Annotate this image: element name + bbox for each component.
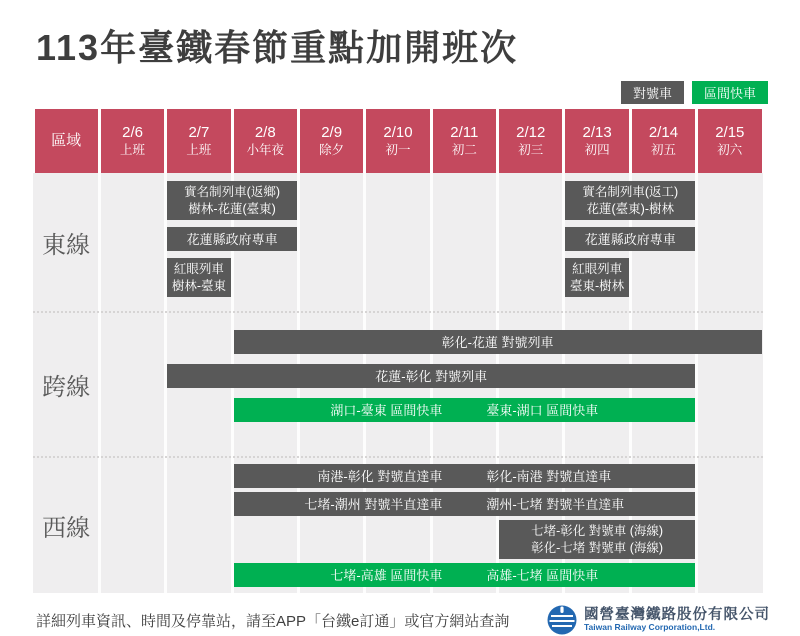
brand: [546, 604, 770, 636]
schedule-bar-segment: 湖口-臺東 區間快車: [330, 402, 443, 418]
schedule-bar-segment: 彰化-花蓮 對號列車: [441, 334, 554, 350]
schedule-bar: [167, 364, 695, 388]
schedule-bar-text: [174, 261, 224, 278]
schedule-row: [33, 258, 763, 297]
schedule-bar-text: [442, 334, 554, 351]
header-date-cell: [565, 109, 628, 173]
schedule-bar-text: [184, 184, 280, 201]
schedule-bar: [167, 258, 230, 297]
legend-badge: 區間快車: [692, 81, 768, 104]
table-header-row: [33, 109, 763, 173]
header-date-cell: [300, 109, 363, 173]
tra-logo-icon: [546, 604, 578, 636]
header-region-label: 區域: [51, 131, 82, 149]
header-day-label: 除夕: [319, 142, 345, 157]
schedule-bar: [499, 520, 695, 559]
header-date-cell: [632, 109, 695, 173]
schedule-row: [33, 227, 763, 251]
header-region-cell: [35, 109, 98, 173]
schedule-bar-text: [187, 231, 278, 248]
schedule-row: [33, 181, 763, 220]
schedule-bar: [167, 181, 297, 220]
schedule-row: [33, 464, 763, 488]
schedule-bar-text: [317, 468, 611, 485]
header-date-cell: [366, 109, 429, 173]
schedule-bar: [167, 227, 297, 251]
header-day-label: 初三: [518, 142, 544, 157]
schedule-bar: [234, 398, 696, 422]
poster: [0, 20, 800, 633]
header-day-label: 小年夜: [246, 142, 285, 157]
schedule-bar-text: [172, 278, 226, 295]
schedule-bar-segment: 紅眼列車: [572, 261, 623, 276]
schedule-bar: [234, 464, 696, 488]
schedule-bar-segment: 臺東-樹林: [570, 278, 625, 293]
schedule-bar-segment: 花蓮縣政府專車: [584, 231, 676, 247]
header-date: 2/13: [582, 123, 612, 141]
header-date: 2/9: [321, 123, 343, 141]
schedule-bar-segment: 七堵-彰化 對號車 (海線): [531, 523, 664, 538]
footer-note: 詳細列車資訊、時間及停靠站，請至APP「台鐵e訂通」或官方網站查詢: [36, 612, 510, 630]
header-day-label: 上班: [120, 142, 146, 157]
schedule-bar-segment: 花蓮-彰化 對號列車: [375, 368, 488, 384]
schedule-row: [33, 520, 763, 559]
section-跨線: [33, 311, 763, 456]
schedule-row: [33, 398, 763, 422]
section-東線: [33, 173, 763, 311]
schedule-bar-text: [330, 567, 598, 584]
schedule-bar-segment: 七堵-高雄 區間快車: [330, 567, 443, 583]
footer: [36, 604, 770, 636]
schedule-bar: [565, 258, 628, 297]
header-date-cell: [234, 109, 297, 173]
header-date: 2/7: [188, 123, 210, 141]
header-date-cell: [167, 109, 230, 173]
brand-text: [584, 607, 770, 633]
schedule-bar-text: [330, 402, 598, 419]
row-label: 跨線: [42, 374, 91, 401]
header-date-cell: [698, 109, 761, 173]
header-day-label: 初六: [717, 142, 743, 157]
schedule-row: [33, 563, 763, 587]
schedule-bar: [565, 181, 695, 220]
schedule-bar-segment: 彰化-七堵 對號車 (海線): [531, 540, 664, 555]
schedule-bar-text: [531, 523, 663, 540]
header-day-label: 初四: [584, 142, 610, 157]
section-西線: [33, 456, 763, 593]
schedule-bar: [234, 563, 696, 587]
header-date: 2/8: [254, 123, 276, 141]
schedule-bar-segment: 七堵-潮州 對號半直達車: [304, 496, 443, 512]
header-date-cell: [499, 109, 562, 173]
schedule-bar-text: [304, 496, 624, 513]
table-body: [33, 173, 763, 593]
header-date: 2/12: [516, 123, 546, 141]
schedule-bar-segment: 高雄-七堵 區間快車: [486, 567, 599, 583]
schedule-bar-segment: 花蓮(臺東)-樹林: [586, 201, 675, 216]
schedule-bar-segment: 紅眼列車: [173, 261, 224, 276]
header-date-cell: [433, 109, 496, 173]
legend-badge: 對號車: [621, 81, 684, 104]
schedule-bar: [234, 492, 696, 516]
company-name-zh: 國營臺灣鐵路股份有限公司: [584, 606, 770, 623]
company-name-en: Taiwan Railway Corporation,Ltd.: [584, 622, 716, 633]
schedule-bar-segment: 南港-彰化 對號直達車: [317, 468, 443, 484]
schedule-bar-text: [188, 201, 276, 218]
schedule-row: [33, 492, 763, 516]
header-date: 2/14: [648, 123, 679, 141]
header-date: 2/11: [450, 123, 479, 141]
row-label: 東線: [42, 231, 91, 259]
schedule-bar-segment: 花蓮縣政府專車: [186, 231, 278, 247]
schedule-bar-segment: 潮州-七堵 對號半直達車: [486, 496, 625, 512]
schedule-bar-segment: 臺東-湖口 區間快車: [486, 402, 599, 418]
schedule-bar-text: [582, 184, 678, 201]
schedule-bar-text: [570, 278, 624, 295]
header-day-label: 上班: [186, 142, 212, 157]
schedule-row: [33, 364, 763, 388]
schedule-bar-segment: 樹林-臺東: [171, 278, 226, 293]
header-date: 2/15: [715, 123, 745, 141]
page-title: 113年臺鐵春節重點加開班次: [36, 27, 519, 68]
schedule-bar-segment: 實名制列車(返工): [582, 184, 679, 199]
schedule-bar-text: [572, 261, 622, 278]
schedule-bar-segment: 樹林-花蓮(臺東): [188, 201, 276, 216]
header-date: 2/6: [122, 123, 143, 141]
schedule-table: [33, 109, 763, 593]
header-date-cell: [101, 109, 164, 173]
header-day-label: 初五: [650, 142, 676, 157]
schedule-bar-text: [587, 201, 675, 218]
schedule-bar-segment: 彰化-南港 對號直達車: [486, 468, 612, 484]
header-day-label: 初一: [385, 142, 411, 157]
schedule-bar-text: [585, 231, 676, 248]
schedule-row: [33, 330, 763, 354]
legend: [0, 81, 768, 104]
schedule-bar-text: [531, 540, 663, 557]
schedule-bar: [565, 227, 695, 251]
schedule-bar: [234, 330, 762, 354]
header-date: 2/10: [383, 123, 413, 141]
header-day-label: 初二: [451, 142, 477, 157]
row-label: 西線: [42, 515, 91, 542]
schedule-bar-text: [375, 368, 487, 385]
schedule-bar-segment: 實名制列車(返鄉): [184, 184, 280, 199]
